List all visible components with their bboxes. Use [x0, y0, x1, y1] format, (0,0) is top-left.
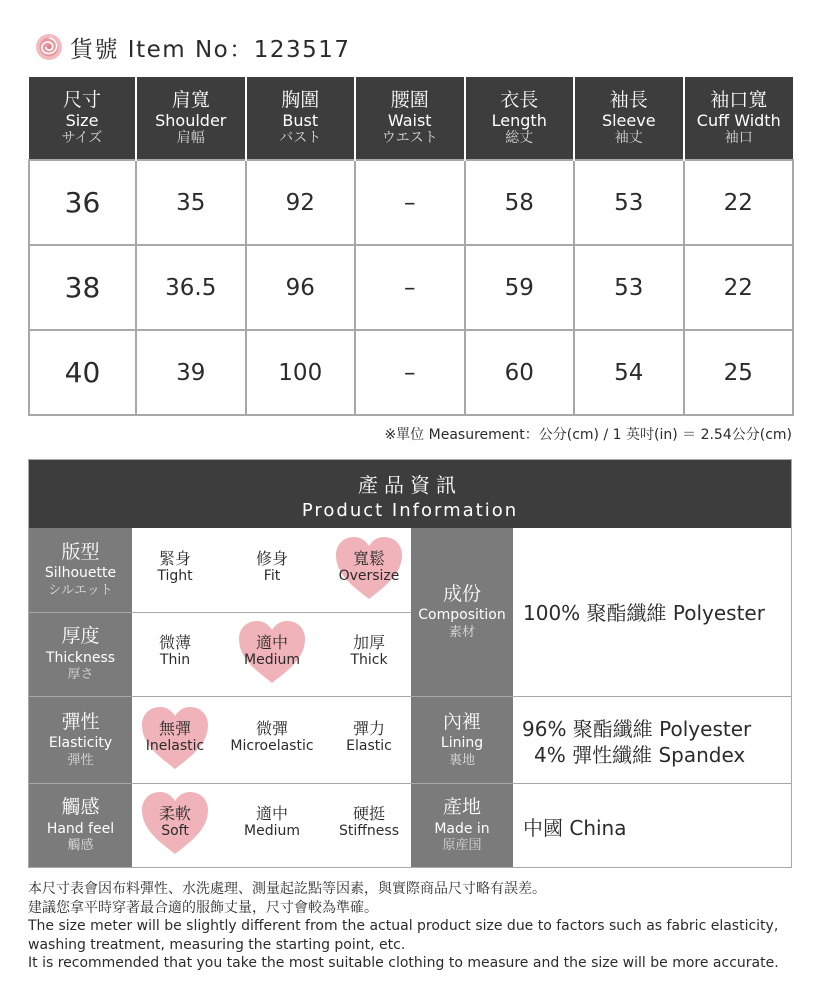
silhouette-option-fit: 修身 Fit [255, 549, 288, 585]
disclaimer-line: It is recommended that you take the most suitable clothing to measure and the size will be more accurate. [28, 955, 779, 971]
col-header-size: 尺寸 Size サイズ [29, 77, 136, 160]
length-value: 58 [465, 160, 575, 245]
divider [132, 612, 411, 613]
size-value: 38 [29, 245, 136, 330]
hand-feel-option-soft: 柔軟 Soft [158, 804, 191, 840]
silhouette-option-tight: 緊身 Tight [157, 549, 193, 585]
table-row [29, 160, 793, 245]
col-header-bust: 胸圍 Bust バスト [246, 77, 356, 160]
product-info-title-en: Product Information [301, 500, 519, 521]
silhouette-label: 版型 Silhouette シルエット [29, 528, 132, 612]
shoulder-value: 39 [136, 330, 246, 415]
elasticity-label: 彈性 Elasticity 弾性 [29, 696, 132, 783]
disclaimer [28, 880, 808, 973]
measurement-note: ※單位 Measurement：公分(cm) / 1 英吋(in) ＝ 2.54公分(cm) [384, 427, 792, 443]
shoulder-value: 35 [136, 160, 246, 245]
item-header [34, 30, 351, 64]
length-value: 59 [465, 245, 575, 330]
thickness-option-thin: 微薄 Thin [158, 633, 191, 669]
divider [132, 783, 791, 784]
length-value: 60 [465, 330, 575, 415]
col-header-length: 衣長 Length 総丈 [465, 77, 575, 160]
lining-label: 內裡 Lining 裏地 [411, 696, 513, 783]
waist-value: – [355, 330, 465, 415]
composition-value: 100% 聚酯纖維 Polyester [523, 601, 765, 625]
bust-value: 96 [246, 245, 356, 330]
sleeve-value: 53 [574, 245, 684, 330]
bust-value: 100 [246, 330, 356, 415]
waist-value: – [355, 245, 465, 330]
item-number-title: 貨號 Item No：123517 [70, 36, 351, 63]
hand-feel-option-stiffness: 硬挺 Stiffness [339, 804, 399, 840]
size-value: 36 [29, 160, 136, 245]
table-row [29, 330, 793, 415]
sleeve-value: 53 [574, 160, 684, 245]
thickness-option-medium: 適中 Medium [244, 633, 300, 669]
shoulder-value: 36.5 [136, 245, 246, 330]
elasticity-option-elastic: 彈力 Elastic [346, 718, 392, 754]
bust-value: 92 [246, 160, 356, 245]
disclaimer-line: The size meter will be slightly different from the actual product size due to factors such as fabric elasticity, [28, 918, 779, 934]
disclaimer-line: washing treatment, measuring the starting point, etc. [28, 936, 406, 953]
cuff-width-value: 25 [684, 330, 794, 415]
size-value: 40 [29, 330, 136, 415]
hand-feel-label: 觸感 Hand feel 觸感 [29, 783, 132, 867]
cuff-width-value: 22 [684, 245, 794, 330]
size-table [28, 77, 794, 416]
silhouette-option-oversize: 寬鬆 Oversize [338, 549, 400, 585]
made-in-value: 中國 China [523, 816, 627, 840]
elasticity-option-inelastic: 無彈 Inelastic [145, 718, 205, 754]
product-info-title-zh: 產品資訊 [358, 473, 462, 497]
lining-value-spandex: 4% 彈性纖維 Spandex [534, 743, 746, 767]
thickness-label: 厚度 Thickness 厚さ [29, 612, 132, 696]
made-in-label: 產地 Made in 原産国 [411, 783, 513, 867]
disclaimer-line: 本尺寸表會因布料彈性、水洗處理、測量起訖點等因素，與實際商品尺寸略有誤差。 [28, 881, 546, 897]
divider [132, 696, 791, 697]
col-header-cuff-width: 袖口寬 Cuff Width 袖口 [684, 77, 794, 160]
elasticity-option-microelastic: 微彈 Microelastic [230, 718, 314, 754]
disclaimer-line: 建議您拿平時穿著最合適的服飾丈量，尺寸會較為準確。 [28, 899, 378, 916]
product-info-panel [28, 459, 792, 868]
product-info-header [29, 460, 791, 528]
lining-value-polyester: 96% 聚酯纖維 Polyester [522, 717, 752, 741]
size-table-header-row [29, 77, 793, 160]
cuff-width-value: 22 [684, 160, 794, 245]
waist-value: – [355, 160, 465, 245]
hand-feel-option-medium: 適中 Medium [244, 804, 300, 840]
sleeve-value: 54 [574, 330, 684, 415]
col-header-shoulder: 肩寬 Shoulder 肩幅 [136, 77, 246, 160]
col-header-waist: 腰圍 Waist ウエスト [355, 77, 465, 160]
rose-icon [34, 32, 64, 62]
composition-label: 成份 Composition 素材 [411, 528, 513, 696]
thickness-option-thick: 加厚 Thick [350, 633, 388, 669]
col-header-sleeve: 袖長 Sleeve 袖丈 [574, 77, 684, 160]
table-row [29, 245, 793, 330]
